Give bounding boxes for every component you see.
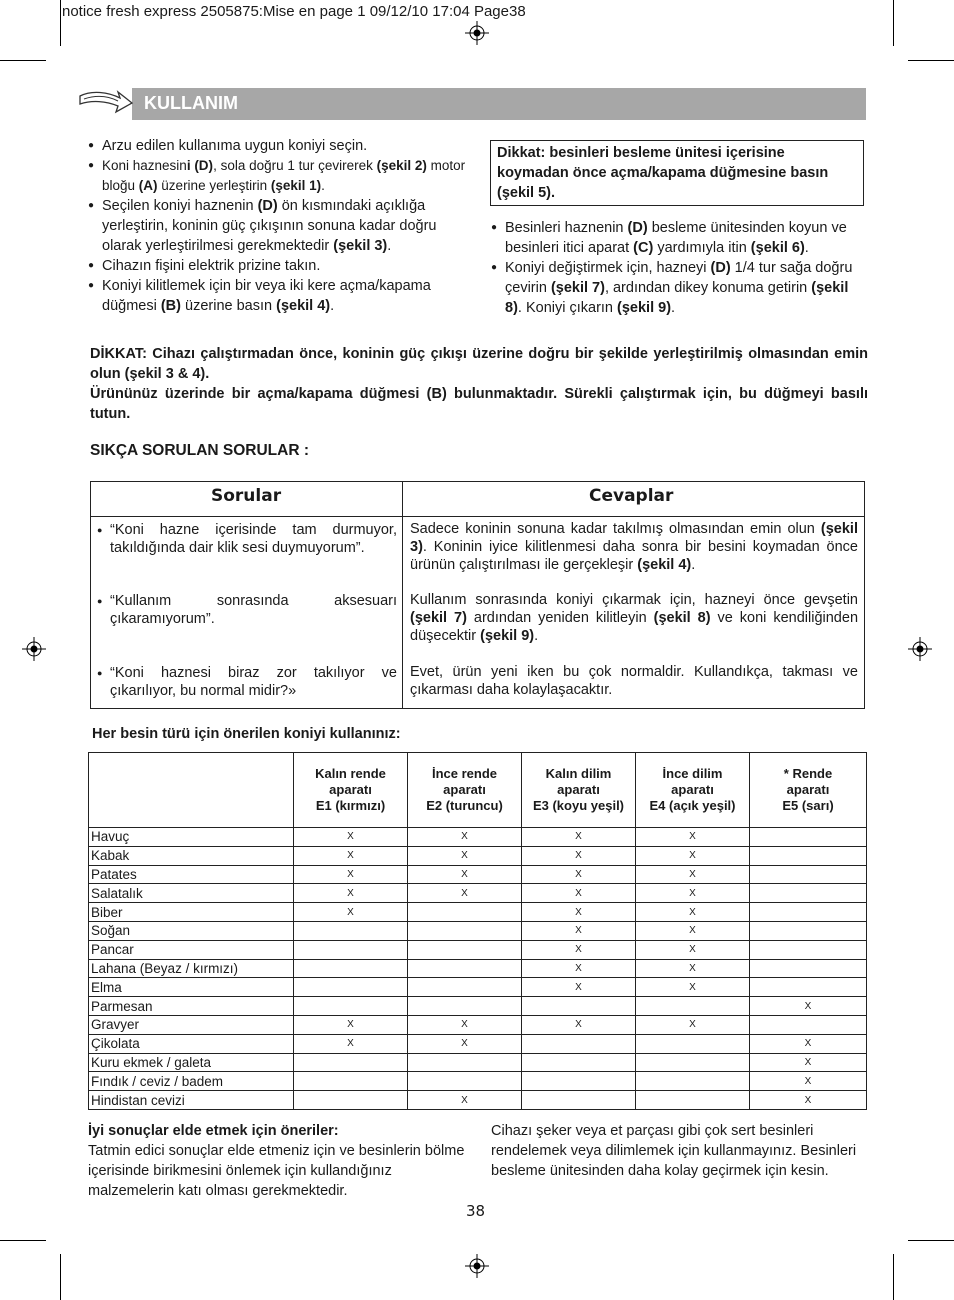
table-cell (408, 940, 522, 959)
table-cell (522, 1072, 636, 1091)
table-cell: X (636, 1015, 750, 1034)
tips-text: Tatmin edici sonuçlar elde etmeniz için ve besinlerin bölme içerisinde birikmesini önlemek için kullandığınız malzemelerin katı olması gerekmektedir. (88, 1143, 465, 1199)
registration-mark-icon (908, 637, 932, 661)
notice-line-1: DİKKAT: Cihazı çalıştırmadan önce, koninin güç çıkışı üzerine doğru bir şekilde yerleştirilmiş olmasından emin olun (şekil 3 & 4). (90, 346, 868, 382)
table-cell (408, 1072, 522, 1091)
table-row (89, 959, 867, 978)
food-name: Havuç (89, 828, 294, 847)
table-header-cone: İnce dilim aparatı E4 (açık yeşil) (636, 753, 750, 828)
faq-question: ● “Koni hazne içerisinde tam durmuyor, takıldığında dair klik sesi duymuyorum”. (97, 522, 397, 556)
table-cell (636, 997, 750, 1016)
table-cell: X (636, 828, 750, 847)
table-cell: X (408, 1091, 522, 1110)
faq-header-row (91, 482, 864, 517)
table-cell: X (636, 846, 750, 865)
table-cell (750, 865, 867, 884)
food-name: Lahana (Beyaz / kırmızı) (89, 959, 294, 978)
faq-question-text: “Koni hazne içerisinde tam durmuyor, takıldığında dair klik sesi duymuyorum”. (110, 522, 397, 556)
table-cell (294, 940, 408, 959)
food-name: Salatalık (89, 884, 294, 903)
instruction-item: ● Koniyi değiştirmek için, hazneyi (D) 1/4 tur sağa doğru çevirin (şekil 7), ardından dikey konuma getirin (şekil 8). Koniyi çıkarın (şekil 9). (491, 258, 863, 318)
table-cell (750, 921, 867, 940)
food-name: Pancar (89, 940, 294, 959)
table-row (89, 903, 867, 922)
table-title: Her besin türü için önerilen koniyi kullanınız: (92, 726, 401, 742)
table-cell: X (522, 940, 636, 959)
registration-mark-icon (465, 21, 489, 45)
food-name: Kuru ekmek / galeta (89, 1053, 294, 1072)
instruction-item: ● Arzu edilen kullanıma uygun koniyi seçin. (88, 136, 468, 156)
table-cell: X (294, 865, 408, 884)
table-cell: X (294, 828, 408, 847)
table-cell (294, 1053, 408, 1072)
tips-right: Cihazı şeker veya et parçası gibi çok sert besinleri rendelemek veya dilimlemek için kullanmayınız. Besinleri besleme ünitesinden daha kolay geçirmek için kesin. (491, 1123, 857, 1179)
food-name: Gravyer (89, 1015, 294, 1034)
food-name: Hindistan cevizi (89, 1091, 294, 1110)
tips-title: İyi sonuçlar elde etmek için öneriler: (88, 1123, 339, 1139)
table-cell (294, 978, 408, 997)
warning-text: Dikkat: besinleri besleme ünitesi içerisine koymadan önce açma/kapama düğmesine basın (şekil 5). (497, 145, 829, 201)
table-row (89, 865, 867, 884)
food-name: Biber (89, 903, 294, 922)
table-cell (750, 846, 867, 865)
table-cell (408, 978, 522, 997)
table-header-cone: * Rende aparatı E5 (sarı) (750, 753, 867, 828)
table-cell: X (408, 865, 522, 884)
table-cell: X (750, 1053, 867, 1072)
faq-question-text: “Koni haznesi biraz zor takılıyor ve çıkarılıyor, bu normal midir?» (110, 665, 397, 699)
section-title-bar (132, 88, 866, 120)
tips-left (88, 1121, 468, 1201)
table-cell: X (294, 1034, 408, 1053)
faq-table (90, 481, 865, 709)
faq-question: ● “Koni haznesi biraz zor takılıyor ve çıkarılıyor, bu normal midir?» (97, 665, 397, 699)
table-row (89, 1091, 867, 1110)
table-cell (294, 997, 408, 1016)
table-cell (750, 978, 867, 997)
table-cell: X (636, 978, 750, 997)
instruction-item: ● Koni haznesini (D), sola doğru 1 tur çevirerek (şekil 2) motor bloğu (A) üzerine yerleştirin (şekil 1). (88, 156, 468, 196)
table-cell: X (636, 884, 750, 903)
table-cell (294, 1072, 408, 1091)
instruction-list (88, 136, 468, 316)
crop-mark (0, 60, 46, 61)
table-cell (750, 959, 867, 978)
table-row (89, 884, 867, 903)
table-row (89, 1053, 867, 1072)
table-cell (408, 997, 522, 1016)
instruction-item: ● Besinleri haznenin (D) besleme ünitesinden koyun ve besinleri itici aparat (C) yardımıyla itin (şekil 6). (491, 218, 863, 258)
faq-answer: Sadece koninin sonuna kadar takılmış olmasından emin olun (şekil 3). Koninin iyice kilitlenmesi daha sonra bir besini koymadan önce ürünün çalıştırılması ile gerçekleşir (şekil 4). (410, 521, 858, 573)
table-cell: X (294, 903, 408, 922)
table-row (89, 828, 867, 847)
table-cell: X (408, 846, 522, 865)
table-cell (408, 959, 522, 978)
table-cell: X (750, 997, 867, 1016)
registration-mark-icon (22, 637, 46, 661)
table-cell: X (522, 959, 636, 978)
table-cell: X (522, 884, 636, 903)
table-cell: X (522, 921, 636, 940)
table-cell (522, 1091, 636, 1110)
table-cell: X (522, 865, 636, 884)
table-cell: X (750, 1072, 867, 1091)
food-name: Patates (89, 865, 294, 884)
table-cell (294, 921, 408, 940)
food-name: Fındık / ceviz / badem (89, 1072, 294, 1091)
instruction-list (491, 218, 863, 318)
instruction-item: ● Cihazın fişini elektrik prizine takın. (88, 256, 468, 276)
faq-header-questions: Sorular (211, 486, 282, 506)
table-row (89, 997, 867, 1016)
registration-mark-icon (465, 1254, 489, 1278)
crop-mark (0, 1240, 46, 1241)
faq-answer: Evet, ürün yeni iken bu çok normaldir. Kullandıkça, takması ve çıkarması daha kolaylaşacaktır. (410, 664, 858, 698)
table-cell: X (408, 884, 522, 903)
faq-title: SIKÇA SORULAN SORULAR : (90, 442, 310, 459)
table-cell (408, 921, 522, 940)
table-cell: X (636, 959, 750, 978)
food-name: Soğan (89, 921, 294, 940)
table-cell: X (750, 1034, 867, 1053)
table-cell: X (294, 884, 408, 903)
instruction-item: ● Koniyi kilitlemek için bir veya iki kere açma/kapama düğmesi (B) üzerine basın (şekil 4). (88, 276, 468, 316)
warning-box (490, 140, 864, 206)
table-cell (522, 997, 636, 1016)
food-name: Çikolata (89, 1034, 294, 1053)
table-cell (750, 884, 867, 903)
table-row (89, 978, 867, 997)
table-body (89, 828, 867, 1110)
food-name: Elma (89, 978, 294, 997)
crop-mark (893, 1254, 894, 1300)
table-cell (636, 1034, 750, 1053)
notice-line-2: Ürününüz üzerinde bir açma/kapama düğmesi (B) bulunmaktadır. Sürekli çalıştırmak için, bu düğmeyi basılı tutun. (90, 386, 868, 422)
instructions-left (88, 136, 468, 316)
cone-usage-table (88, 752, 867, 1110)
table-cell: X (750, 1091, 867, 1110)
table-row (89, 921, 867, 940)
table-cell: X (522, 828, 636, 847)
crop-mark (908, 1240, 954, 1241)
table-cell: X (636, 903, 750, 922)
faq-header-answers: Cevaplar (589, 486, 674, 506)
table-header-row (89, 753, 867, 828)
instructions-right (491, 218, 863, 318)
table-cell (636, 1053, 750, 1072)
table-cell: X (636, 940, 750, 959)
page-number: 38 (466, 1202, 486, 1220)
table-cell: X (522, 978, 636, 997)
table-cell: X (522, 903, 636, 922)
arrow-icon (78, 86, 134, 120)
table-cell (750, 828, 867, 847)
table-cell (522, 1034, 636, 1053)
table-row (89, 846, 867, 865)
table-header-empty (89, 753, 294, 828)
crop-mark (893, 0, 894, 46)
table-cell: X (408, 1034, 522, 1053)
food-name: Parmesan (89, 997, 294, 1016)
table-cell: X (636, 921, 750, 940)
table-cell (294, 959, 408, 978)
table-cell (408, 903, 522, 922)
table-cell: X (522, 846, 636, 865)
table-cell: X (636, 865, 750, 884)
table-cell: X (408, 828, 522, 847)
crop-mark (908, 60, 954, 61)
notice-text (90, 344, 868, 424)
table-header-cone: İnce rende aparatı E2 (turuncu) (408, 753, 522, 828)
table-row (89, 1072, 867, 1091)
table-cell (750, 903, 867, 922)
table-row (89, 1034, 867, 1053)
table-row (89, 1015, 867, 1034)
table-cell (636, 1072, 750, 1091)
table-cell: X (294, 846, 408, 865)
table-cell (408, 1053, 522, 1072)
table-cell (636, 1091, 750, 1110)
section-title: KULLANIM (144, 93, 238, 113)
table-cell (522, 1053, 636, 1072)
table-header-cone: Kalın dilim aparatı E3 (koyu yeşil) (522, 753, 636, 828)
print-header: notice fresh express 2505875:Mise en page 1 09/12/10 17:04 Page38 (62, 3, 526, 20)
table-cell: X (294, 1015, 408, 1034)
faq-question: ● “Kullanım sonrasında aksesuarı çıkaramıyorum”. (97, 593, 397, 627)
table-cell: X (408, 1015, 522, 1034)
table-header-cone: Kalın rende aparatı E1 (kırmızı) (294, 753, 408, 828)
table-cell (294, 1091, 408, 1110)
food-name: Kabak (89, 846, 294, 865)
crop-mark (60, 0, 61, 46)
table-cell (750, 1015, 867, 1034)
table-row (89, 940, 867, 959)
crop-mark (60, 1254, 61, 1300)
faq-answer: Kullanım sonrasında koniyi çıkarmak için, hazneyi önce gevşetin (şekil 7) ardından yeniden kilitleyin (şekil 8) ve koni kendiliğinden düşecektir (şekil 9). (410, 592, 859, 644)
faq-question-text: “Kullanım sonrasında aksesuarı çıkaramıyorum”. (110, 593, 397, 627)
table-cell: X (522, 1015, 636, 1034)
table-cell (750, 940, 867, 959)
instruction-item: ● Seçilen koniyi haznenin (D) ön kısmındaki açıklığa yerleştirin, koninin güç çıkışının sonuna kadar doğru olarak yerleştirilmesi gerekmektedir (şekil 3). (88, 196, 468, 256)
